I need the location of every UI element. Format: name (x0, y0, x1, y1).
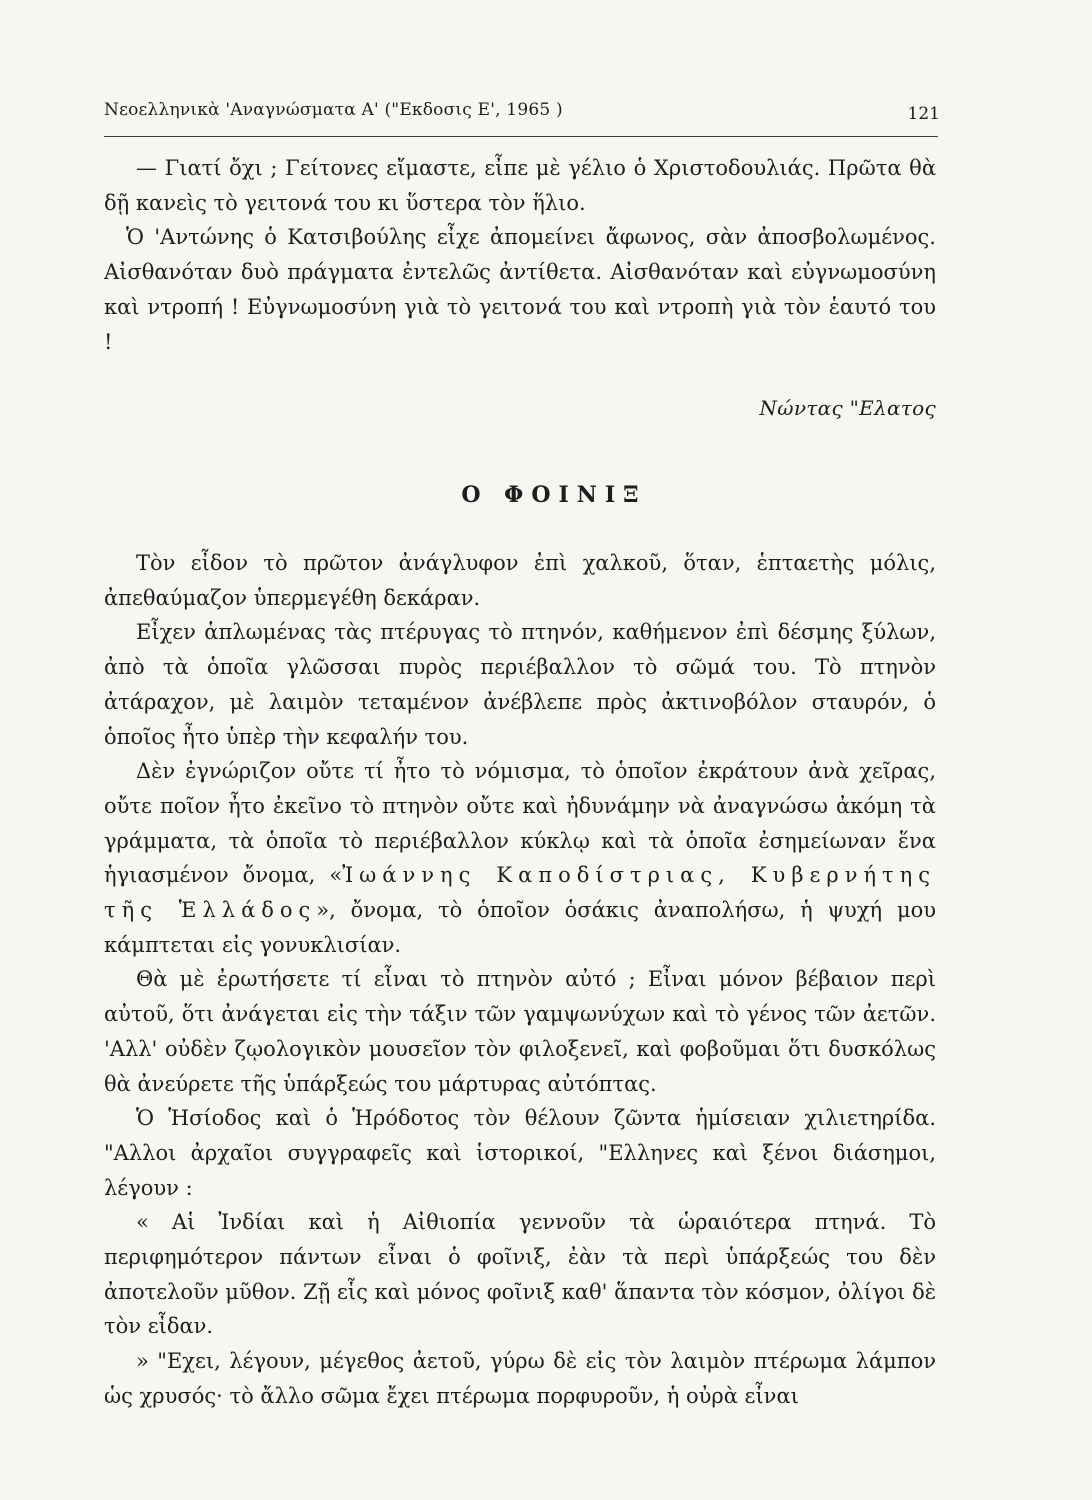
inscription-text: Ἰωάννης Καποδίστριας, Κυβερνήτης τῆς Ἑλλάδος (104, 863, 936, 923)
story-title: Ο ΦΟΙΝΙΞ (461, 482, 647, 508)
header-rule (104, 136, 938, 137)
story-paragraph: Θὰ μὲ ἐρωτήσετε τί εἶναι τὸ πτηνὸν αὐτό ; Εἶναι μόνον βέβαιον περὶ αὐτοῦ, ὅτι ἀνάγεται εἰς τὴν τάξιν τῶν γαμψωνύχων καὶ τὸ γένος τῶν ἀετῶν. 'Αλλ' οὐδὲν ζῳολογικὸν μουσεῖον τὸν φιλοξενεῖ, καὶ φοβοῦμαι ὅτι δυσκόλως θὰ ἀνεύρετε τῆς ὑπάρξεώς του μάρτυρας αὐτόπτας. (104, 967, 936, 1096)
dialogue-paragraph: — Γιατί ὄχι ; Γείτονες εἴμαστε, εἶπε μὲ γέλιο ὁ Χριστοδουλιάς. Πρῶτα θὰ δῇ κανεὶς τὸ γειτονά του κι ὕστερα τὸν ἥλιο. (104, 156, 936, 215)
previous-story-ending (104, 151, 936, 359)
running-title: Νεοελληνικὰ 'Αναγνώσματα Α' ("Εκδοσις Ε', 1965 ) (104, 100, 563, 120)
inscription-intro: Δὲν ἐγνώριζον οὔτε τί ἦτο τὸ νόμισμα, τὸ ὁποῖον ἐκράτουν ἀνὰ χεῖρας, οὔτε ποῖον ἦτο ἐκεῖνο τὸ πτηνὸν οὔτε καὶ ἠδυνάμην νὰ ἀναγνώσω ἀκόμη τὰ γράμματα, τὰ ὁποῖα τὸ περιέβαλλον κύκλῳ καὶ τὰ ὁποῖα ἐσημείωναν ἕνα ἡγιασμένον ὄνομα, « (104, 759, 936, 888)
story-paragraph: Ὁ Ἡσίοδος καὶ ὁ Ἡρόδοτος τὸν θέλουν ζῶντα ἡμίσειαν χιλιετηρίδα. "Αλλοι ἀρχαῖοι συγγραφεῖς καὶ ἱστορικοί, "Ελληνες καὶ ξένοι διάσημοι, λέγουν : (104, 1106, 936, 1200)
page-number: 121 (907, 104, 940, 124)
author-signature: Νώντας "Ελατος (759, 396, 936, 420)
quotation-paragraph: » "Εχει, λέγουν, μέγεθος ἀετοῦ, γύρω δὲ εἰς τὸν λαιμὸν πτέρωμα λάμπον ὡς χρυσός· τὸ ἄλλο σῶμα ἔχει πτέρωμα πορφυροῦν, ἡ οὐρὰ εἶναι (104, 1349, 936, 1408)
story-paragraph: Εἶχεν ἁπλωμένας τὰς πτέρυγας τὸ πτηνόν, καθήμενον ἐπὶ δέσμης ξύλων, ἀπὸ τὰ ὁποῖα γλῶσσαι πυρὸς περιέβαλλον τὸ σῶμά του. Τὸ πτηνὸν ἀτάραχον, μὲ λαιμὸν τεταμένον ἀνέβλεπε πρὸς ἀκτινοβόλον σταυρόν, ὁ ὁποῖος ἦτο ὑπὲρ τὴν κεφαλήν του. (104, 620, 936, 749)
closing-paragraph: Ὁ 'Αντώνης ὁ Κατσιβούλης εἶχε ἀπομείνει ἄφωνος, σὰν ἀποσβολωμένος. Αἰσθανόταν δυὸ πράγματα ἐντελῶς ἀντίθετα. Αἰσθανόταν καὶ εὐγνωμοσύνη καὶ ντροπή ! Εὐγνωμοσύνη γιὰ τὸ γειτονά του καὶ ντροπὴ γιὰ τὸν ἑαυτό του ! (104, 225, 936, 354)
story-paragraph: Τὸν εἶδον τὸ πρῶτον ἀνάγλυφον ἐπὶ χαλκοῦ, ὅταν, ἑπταετὴς μόλις, ἀπεθαύμαζον ὑπερμεγέθη δεκάραν. (104, 551, 936, 610)
story-body (104, 546, 936, 1414)
story-paragraph (104, 754, 936, 962)
inscription-outro: », ὄνομα, τὸ ὁποῖον ὁσάκις ἀναπολήσω, ἡ ψυχή μου κάμπτεται εἰς γονυκλισίαν. (104, 898, 936, 957)
quotation-paragraph: « Αἱ Ἰνδίαι καὶ ἡ Αἰθιοπία γεννοῦν τὰ ὡραιότερα πτηνά. Τὸ περιφημότερον πάντων εἶναι ὁ φοῖνιξ, ἐὰν τὰ περὶ ὑπάρξεώς του δὲν ἀποτελοῦν μῦθον. Ζῇ εἷς καὶ μόνος φοῖνιξ καθ' ἅπαντα τὸν κόσμον, ὀλίγοι δὲ τὸν εἶδαν. (104, 1210, 936, 1339)
running-header (104, 96, 940, 132)
